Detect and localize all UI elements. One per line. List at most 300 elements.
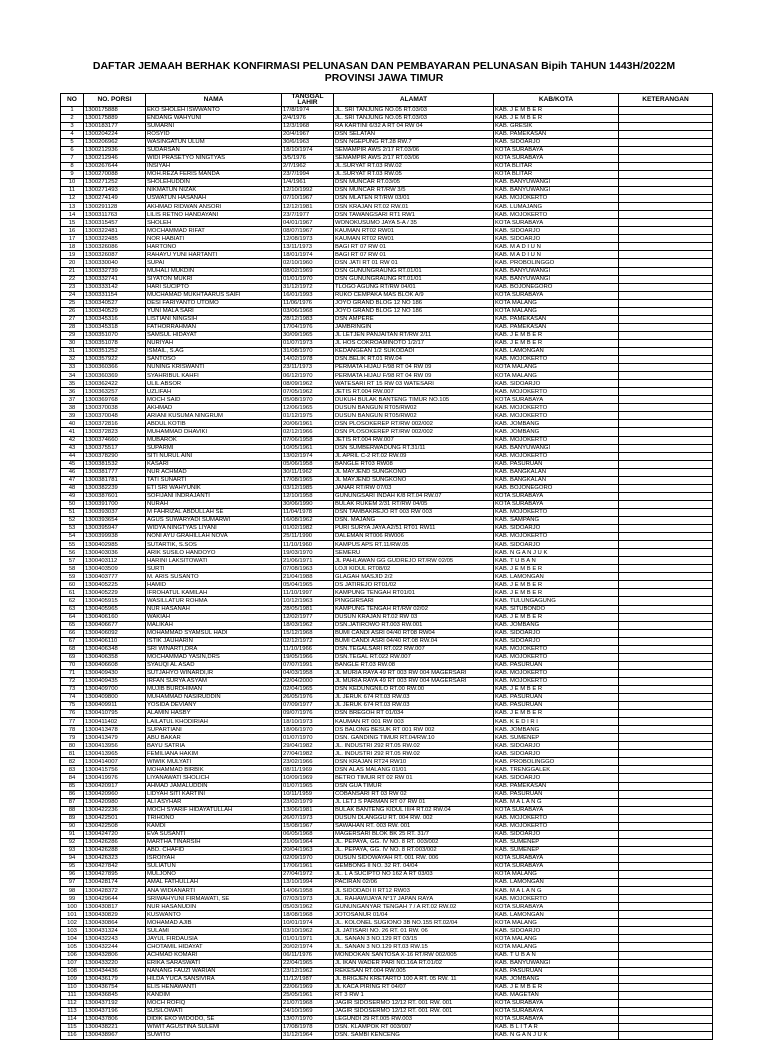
cell-porsi: 1300381781: [84, 476, 146, 484]
cell-porsi: 1300432244: [84, 943, 146, 951]
table-row: [61, 251, 713, 259]
cell-no: 20: [61, 259, 84, 267]
cell-keterangan: [619, 275, 713, 283]
table-row: [61, 275, 713, 283]
cell-alamat: DSN.BELIK RT.01 RW.04: [334, 356, 494, 364]
cell-tanggal-lahir: 23/12/1962: [282, 967, 334, 975]
cell-no: 65: [61, 621, 84, 629]
cell-no: 9: [61, 170, 84, 178]
table-row: [61, 774, 713, 782]
cell-keterangan: [619, 863, 713, 871]
cell-porsi: 1300420960: [84, 790, 146, 798]
cell-tanggal-lahir: 01/01/1970: [282, 275, 334, 283]
cell-nama: SULIATUN: [146, 863, 282, 871]
table-row: [61, 694, 713, 702]
table-row: [61, 219, 713, 227]
cell-no: 99: [61, 895, 84, 903]
cell-nama: MOH.REZA FERIS MANDA: [146, 170, 282, 178]
cell-kab-kota: KAB. PASURUAN: [494, 967, 619, 975]
cell-keterangan: [619, 806, 713, 814]
table-row: [61, 533, 713, 541]
cell-alamat: DSN MUNCAR RT.03/05: [334, 179, 494, 187]
table-row: [61, 999, 713, 1007]
cell-tanggal-lahir: 18/08/1968: [282, 911, 334, 919]
cell-nama: SURTI: [146, 565, 282, 573]
document-subtitle: PROVINSI JAWA TIMUR: [324, 72, 444, 84]
cell-tanggal-lahir: 01/07/1970: [282, 734, 334, 742]
cell-porsi: 1300405229: [84, 589, 146, 597]
cell-tanggal-lahir: 11/12/1987: [282, 975, 334, 983]
cell-porsi: 1300403777: [84, 573, 146, 581]
cell-porsi: 1300393037: [84, 508, 146, 516]
cell-alamat: WONOKUSUMO JAYA 5-A / 35: [334, 219, 494, 227]
cell-kab-kota: KAB. JOMBANG: [494, 428, 619, 436]
cell-alamat: DUKUH BULAK BANTENG TIMUR NO.105: [334, 396, 494, 404]
cell-alamat: KEDANGEAN 1/2 SUKODADI: [334, 348, 494, 356]
cell-tanggal-lahir: 10/05/1961: [282, 444, 334, 452]
cell-nama: SANTOSO: [146, 356, 282, 364]
cell-kab-kota: KAB. BANYUWANGI: [494, 275, 619, 283]
table-row: [61, 283, 713, 291]
cell-alamat: DSN SUMBERWADUNG RT.31/11: [334, 444, 494, 452]
cell-keterangan: [619, 814, 713, 822]
cell-alamat: JL PAHLAWAN GG GUDREJO RT/RW 02/05: [334, 557, 494, 565]
cell-keterangan: [619, 444, 713, 452]
cell-alamat: BUMI CANDI ASRI 04/40 RT08 RW04: [334, 629, 494, 637]
cell-alamat: DSN KEDUNGNILO RT.00 RW.00: [334, 685, 494, 693]
cell-keterangan: [619, 645, 713, 653]
cell-alamat: JL. SANAN 3 NO.129 RT.03 RW.15: [334, 943, 494, 951]
cell-tanggal-lahir: 17/08/1978: [282, 1023, 334, 1031]
cell-tanggal-lahir: 30/6/1963: [282, 138, 334, 146]
cell-porsi: 1300175889: [84, 114, 146, 122]
cell-no: 30: [61, 339, 84, 347]
cell-no: 29: [61, 331, 84, 339]
cell-alamat: JL JATISARI NO. 26 RT. 01 RW. 06: [334, 927, 494, 935]
cell-porsi: 1300351078: [84, 339, 146, 347]
cell-no: 38: [61, 404, 84, 412]
cell-alamat: COBANSARI RT 03 RW 02: [334, 790, 494, 798]
cell-nama: NUR HASANUDIN: [146, 903, 282, 911]
cell-tanggal-lahir: 01/01/1971: [282, 935, 334, 943]
table-row: [61, 114, 713, 122]
col-header-no: NO: [61, 94, 84, 107]
cell-tanggal-lahir: 21/07/1968: [282, 999, 334, 1007]
cell-porsi: 1300345318: [84, 323, 146, 331]
cell-porsi: 1300413479: [84, 734, 146, 742]
cell-keterangan: [619, 903, 713, 911]
cell-nama: ANA WIDIANARTI: [146, 887, 282, 895]
cell-alamat: JAGIR SIDOSERMO 12/12 RT. 001 RW. 001: [334, 999, 494, 1007]
cell-keterangan: [619, 782, 713, 790]
cell-no: 3: [61, 122, 84, 130]
cell-tanggal-lahir: 13/07/1970: [282, 1015, 334, 1023]
cell-kab-kota: KAB. PASURUAN: [494, 702, 619, 710]
cell-alamat: DUSUN BANGUN RT05/RW02: [334, 404, 494, 412]
cell-alamat: JAGIR SIDOSERMO 12/12 RT. 001 RW. 001: [334, 1007, 494, 1015]
cell-nama: LAILATUL KHODIRIAH: [146, 718, 282, 726]
cell-alamat: DSN KRAJAN RT24 RW10: [334, 758, 494, 766]
cell-alamat: LOJI KIDUL RT08/02: [334, 565, 494, 573]
cell-porsi: 1300330040: [84, 259, 146, 267]
cell-porsi: 1300406092: [84, 629, 146, 637]
col-header-alamat: ALAMAT: [334, 94, 494, 107]
cell-no: 56: [61, 549, 84, 557]
cell-porsi: 1300206962: [84, 138, 146, 146]
cell-kab-kota: KAB. M A D I U N: [494, 243, 619, 251]
table-row: [61, 170, 713, 178]
table-row: [61, 500, 713, 508]
cell-nama: NIKMATUN NIZAK: [146, 187, 282, 195]
cell-keterangan: [619, 179, 713, 187]
cell-alamat: JL LETJEN PANJAITAN RT/RW 2/11: [334, 331, 494, 339]
cell-nama: MOCHAMMAD RIFAT: [146, 227, 282, 235]
cell-tanggal-lahir: 21/06/1971: [282, 557, 334, 565]
cell-tanggal-lahir: 23/02/1966: [282, 758, 334, 766]
cell-kab-kota: KAB. M A L A N G: [494, 798, 619, 806]
cell-alamat: DSN GUA TIMUR: [334, 782, 494, 790]
table-row: [61, 589, 713, 597]
cell-keterangan: [619, 798, 713, 806]
cell-kab-kota: KOTA SURABAYA: [494, 154, 619, 162]
table-row: [61, 146, 713, 154]
cell-nama: FATHORRAHMAN: [146, 323, 282, 331]
cell-no: 1: [61, 106, 84, 114]
cell-porsi: 1300413956: [84, 742, 146, 750]
cell-alamat: JL MURIA RAYA 49 RT 003 RW 004 MAGERSARI: [334, 669, 494, 677]
cell-nama: MUHAMMAD DHAVIKI: [146, 428, 282, 436]
table-row: [61, 871, 713, 879]
cell-porsi: 1300432243: [84, 935, 146, 943]
cell-alamat: JL. PEPAYA, GG. IV NO. 8 RT.003/002: [334, 846, 494, 854]
cell-alamat: DSN. GANDING TIMUR RT.04/RW.10: [334, 734, 494, 742]
cell-alamat: JOYO GRAND BLOG 12 NO 186: [334, 307, 494, 315]
cell-tanggal-lahir: 12/10/1992: [282, 187, 334, 195]
cell-tanggal-lahir: 01/02/1982: [282, 525, 334, 533]
cell-alamat: REKESAN RT.004 RW.005: [334, 967, 494, 975]
cell-no: 57: [61, 557, 84, 565]
cell-alamat: BAGI RT 07 RW 01: [334, 243, 494, 251]
table-row: [61, 1031, 713, 1039]
cell-keterangan: [619, 629, 713, 637]
cell-keterangan: [619, 468, 713, 476]
cell-no: 37: [61, 396, 84, 404]
cell-keterangan: [619, 991, 713, 999]
cell-no: 44: [61, 452, 84, 460]
cell-tanggal-lahir: 07/07/1991: [282, 661, 334, 669]
table-row: [61, 798, 713, 806]
cell-no: 98: [61, 887, 84, 895]
cell-no: 95: [61, 863, 84, 871]
cell-alamat: JL KACA PIRING RT 04/07: [334, 983, 494, 991]
cell-no: 84: [61, 774, 84, 782]
cell-tanggal-lahir: 05/08/1970: [282, 396, 334, 404]
cell-tanggal-lahir: 20/04/1963: [282, 846, 334, 854]
table-header-row: [61, 94, 713, 107]
cell-kab-kota: KAB. M A D I U N: [494, 251, 619, 259]
table-row: [61, 710, 713, 718]
table-row: [61, 436, 713, 444]
cell-kab-kota: KAB. PAMEKASAN: [494, 130, 619, 138]
table-row: [61, 516, 713, 524]
cell-porsi: 1300403036: [84, 549, 146, 557]
cell-keterangan: [619, 541, 713, 549]
cell-alamat: SEMAMPIR AWS 2/17 RT.03/06: [334, 146, 494, 154]
cell-no: 116: [61, 1031, 84, 1039]
cell-keterangan: [619, 516, 713, 524]
cell-kab-kota: KAB. J E M B E R: [494, 114, 619, 122]
cell-keterangan: [619, 187, 713, 195]
cell-porsi: 1300428372: [84, 887, 146, 895]
cell-kab-kota: KAB. J E M B E R: [494, 565, 619, 573]
cell-keterangan: [619, 557, 713, 565]
cell-keterangan: [619, 822, 713, 830]
table-row: [61, 734, 713, 742]
table-row: [61, 629, 713, 637]
table-row: [61, 1015, 713, 1023]
cell-tanggal-lahir: 05/03/1962: [282, 903, 334, 911]
cell-alamat: DSN GUNUNGRAUNG RT.01/01: [334, 267, 494, 275]
cell-porsi: 1300175888: [84, 106, 146, 114]
cell-kab-kota: KAB. MOJOKERTO: [494, 412, 619, 420]
cell-keterangan: [619, 959, 713, 967]
cell-kab-kota: KOTA MALANG: [494, 935, 619, 943]
cell-porsi: 1300360366: [84, 364, 146, 372]
cell-kab-kota: KOTA SURABAYA: [494, 863, 619, 871]
table-row: [61, 154, 713, 162]
table-row: [61, 975, 713, 983]
cell-alamat: DSN.TEGALSARI RT.022 RW.007: [334, 645, 494, 653]
cell-alamat: RA KARTINI 6/32 A RT 04 RW 04: [334, 122, 494, 130]
cell-porsi: 1300413965: [84, 750, 146, 758]
cell-porsi: 1300405225: [84, 581, 146, 589]
cell-nama: SYAHRIBUL KAHFI: [146, 372, 282, 380]
cell-keterangan: [619, 259, 713, 267]
cell-no: 22: [61, 275, 84, 283]
cell-tanggal-lahir: 08/07/1967: [282, 227, 334, 235]
cell-tanggal-lahir: 30/11/1962: [282, 468, 334, 476]
cell-keterangan: [619, 492, 713, 500]
cell-porsi: 1300212936: [84, 146, 146, 154]
cell-kab-kota: KAB. N G A N J U K: [494, 1031, 619, 1039]
cell-tanggal-lahir: 13/10/1994: [282, 879, 334, 887]
cell-keterangan: [619, 412, 713, 420]
table-row: [61, 838, 713, 846]
table-row: [61, 991, 713, 999]
cell-tanggal-lahir: 06/05/1968: [282, 830, 334, 838]
cell-kab-kota: KAB. MOJOKERTO: [494, 669, 619, 677]
cell-no: 48: [61, 484, 84, 492]
cell-alamat: KAUMAN RT 001 RW 003: [334, 718, 494, 726]
cell-tanggal-lahir: 2/7/1962: [282, 162, 334, 170]
cell-tanggal-lahir: 13/06/1981: [282, 806, 334, 814]
cell-nama: SUSILOWATI: [146, 1007, 282, 1015]
cell-nama: RAHAYU YUNI HARTANTI: [146, 251, 282, 259]
cell-no: 16: [61, 227, 84, 235]
table-row: [61, 935, 713, 943]
cell-no: 75: [61, 702, 84, 710]
cell-alamat: JL MURIA RAYA 49 RT 003 RW 004 MAGERSARI: [334, 677, 494, 685]
cell-nama: SUDARSAN: [146, 146, 282, 154]
cell-nama: MUBAROK: [146, 436, 282, 444]
cell-nama: AMAL FATHULLAH: [146, 879, 282, 887]
cell-porsi: 1300332739: [84, 267, 146, 275]
cell-kab-kota: KAB. SIDOARJO: [494, 525, 619, 533]
cell-nama: SAMSUL HIDAYAT: [146, 331, 282, 339]
cell-no: 101: [61, 911, 84, 919]
cell-nama: EKO SHOLEH ISWWANTO: [146, 106, 282, 114]
cell-porsi: 1300427842: [84, 863, 146, 871]
cell-no: 13: [61, 203, 84, 211]
cell-no: 36: [61, 388, 84, 396]
cell-no: 23: [61, 283, 84, 291]
cell-nama: ROSYID: [146, 130, 282, 138]
cell-tanggal-lahir: 07/05/1962: [282, 388, 334, 396]
cell-nama: AHMAD JAMALUDDIN: [146, 782, 282, 790]
cell-kab-kota: KOTA SURABAYA: [494, 1007, 619, 1015]
cell-nama: NURAH: [146, 500, 282, 508]
cell-tanggal-lahir: 11/04/1978: [282, 508, 334, 516]
cell-alamat: BANGLE RT03 RW08: [334, 460, 494, 468]
table-row: [61, 138, 713, 146]
cell-alamat: BANGLE RT.03 RW.08: [334, 661, 494, 669]
table-row: [61, 806, 713, 814]
cell-nama: ACHMAD KOMARI: [146, 951, 282, 959]
cell-porsi: 1300422236: [84, 806, 146, 814]
table-row: [61, 1023, 713, 1031]
cell-no: 108: [61, 967, 84, 975]
cell-nama: SHOLEHUDDIN: [146, 179, 282, 187]
cell-tanggal-lahir: 16/08/1962: [282, 516, 334, 524]
table-row: [61, 959, 713, 967]
cell-porsi: 1300432806: [84, 951, 146, 959]
cell-porsi: 1300311763: [84, 211, 146, 219]
cell-nama: FEMILIANA HAKIM: [146, 750, 282, 758]
table-row: [61, 669, 713, 677]
cell-no: 89: [61, 814, 84, 822]
cell-tanggal-lahir: 06/11/1976: [282, 951, 334, 959]
cell-tanggal-lahir: 05/06/1958: [282, 460, 334, 468]
cell-nama: EVA SUSANTI: [146, 830, 282, 838]
cell-alamat: JL. RAHAWIJAYA N°17 JAPAN RAYA: [334, 895, 494, 903]
cell-tanggal-lahir: 18/06/1970: [282, 726, 334, 734]
cell-kab-kota: KAB. M A L A N G: [494, 887, 619, 895]
cell-keterangan: [619, 170, 713, 178]
cell-tanggal-lahir: 07/08/1963: [282, 565, 334, 573]
cell-kab-kota: KAB. BANGKALAN: [494, 476, 619, 484]
cell-keterangan: [619, 420, 713, 428]
table-row: [61, 227, 713, 235]
cell-kab-kota: KAB. J E M B E R: [494, 581, 619, 589]
cell-keterangan: [619, 508, 713, 516]
cell-porsi: 1300406160: [84, 613, 146, 621]
cell-kab-kota: KAB. K E D I R I: [494, 718, 619, 726]
cell-kab-kota: KAB. BANYUWANGI: [494, 267, 619, 275]
cell-porsi: 1300375517: [84, 444, 146, 452]
cell-nama: WAKIAH: [146, 613, 282, 621]
cell-no: 83: [61, 766, 84, 774]
cell-alamat: JL SIDODADI II RT12 RW03: [334, 887, 494, 895]
cell-no: 33: [61, 364, 84, 372]
cell-porsi: 1300326087: [84, 251, 146, 259]
table-row: [61, 613, 713, 621]
cell-tanggal-lahir: 3/5/1976: [282, 154, 334, 162]
cell-nama: MULJONO: [146, 871, 282, 879]
cell-nama: HILDA YUCA SANSIVIRA: [146, 975, 282, 983]
cell-no: 53: [61, 525, 84, 533]
table-row: [61, 822, 713, 830]
cell-nama: MALIKAH: [146, 621, 282, 629]
cell-kab-kota: KAB. PAMEKASAN: [494, 323, 619, 331]
cell-tanggal-lahir: 20/4/1967: [282, 130, 334, 138]
cell-keterangan: [619, 227, 713, 235]
cell-nama: MUHALI MUKDIN: [146, 267, 282, 275]
cell-tanggal-lahir: 31/12/1964: [282, 1031, 334, 1039]
cell-tanggal-lahir: 23/7/1994: [282, 170, 334, 178]
table-row: [61, 879, 713, 887]
cell-no: 32: [61, 356, 84, 364]
cell-no: 109: [61, 975, 84, 983]
cell-nama: SYAUQI AL ASAD: [146, 661, 282, 669]
cell-alamat: DSN. SAMBI KENCENG: [334, 1031, 494, 1039]
cell-kab-kota: KAB. PROBOLINGGO: [494, 758, 619, 766]
cell-porsi: 1300381532: [84, 460, 146, 468]
cell-porsi: 1300405965: [84, 605, 146, 613]
table-row: [61, 573, 713, 581]
cell-keterangan: [619, 162, 713, 170]
table-row: [61, 179, 713, 187]
table-row: [61, 565, 713, 573]
cell-tanggal-lahir: 11/06/1976: [282, 299, 334, 307]
cell-tanggal-lahir: 31/12/1972: [282, 283, 334, 291]
cell-tanggal-lahir: 07/03/1973: [282, 895, 334, 903]
cell-nama: SITI NURUL AINI: [146, 452, 282, 460]
cell-no: 50: [61, 500, 84, 508]
cell-alamat: GEMBONG II NO. 32 RT. 04/04: [334, 863, 494, 871]
cell-keterangan: [619, 983, 713, 991]
cell-nama: ARIANI KUSUMA NINGRUM: [146, 412, 282, 420]
cell-tanggal-lahir: 24/10/1969: [282, 1007, 334, 1015]
table-row: [61, 130, 713, 138]
table-row: [61, 854, 713, 862]
cell-kab-kota: KAB. PAMEKASAN: [494, 782, 619, 790]
cell-nama: SUPARTIANI: [146, 726, 282, 734]
cell-no: 70: [61, 661, 84, 669]
cell-porsi: 1300422501: [84, 814, 146, 822]
cell-nama: MOHAMMAD SYAMSUL HADI: [146, 629, 282, 637]
cell-tanggal-lahir: 15/08/1967: [282, 822, 334, 830]
cell-keterangan: [619, 838, 713, 846]
cell-alamat: DSN. MAJANG: [334, 516, 494, 524]
cell-kab-kota: KOTA MALANG: [494, 919, 619, 927]
cell-no: 92: [61, 838, 84, 846]
cell-no: 49: [61, 492, 84, 500]
cell-tanggal-lahir: 10/09/1969: [282, 774, 334, 782]
cell-alamat: DSN PLOSOKEREP RT/RW 002/002: [334, 428, 494, 436]
cell-kab-kota: KAB. T U B A N: [494, 557, 619, 565]
cell-nama: NUR HASANAH: [146, 605, 282, 613]
cell-tanggal-lahir: 12/10/1958: [282, 492, 334, 500]
cell-keterangan: [619, 428, 713, 436]
cell-kab-kota: KAB. BANYUWANGI: [494, 444, 619, 452]
cell-no: 86: [61, 790, 84, 798]
cell-no: 111: [61, 991, 84, 999]
cell-keterangan: [619, 943, 713, 951]
cell-keterangan: [619, 694, 713, 702]
cell-nama: HAMID: [146, 581, 282, 589]
cell-kab-kota: KOTA MALANG: [494, 299, 619, 307]
cell-porsi: 1300434436: [84, 967, 146, 975]
